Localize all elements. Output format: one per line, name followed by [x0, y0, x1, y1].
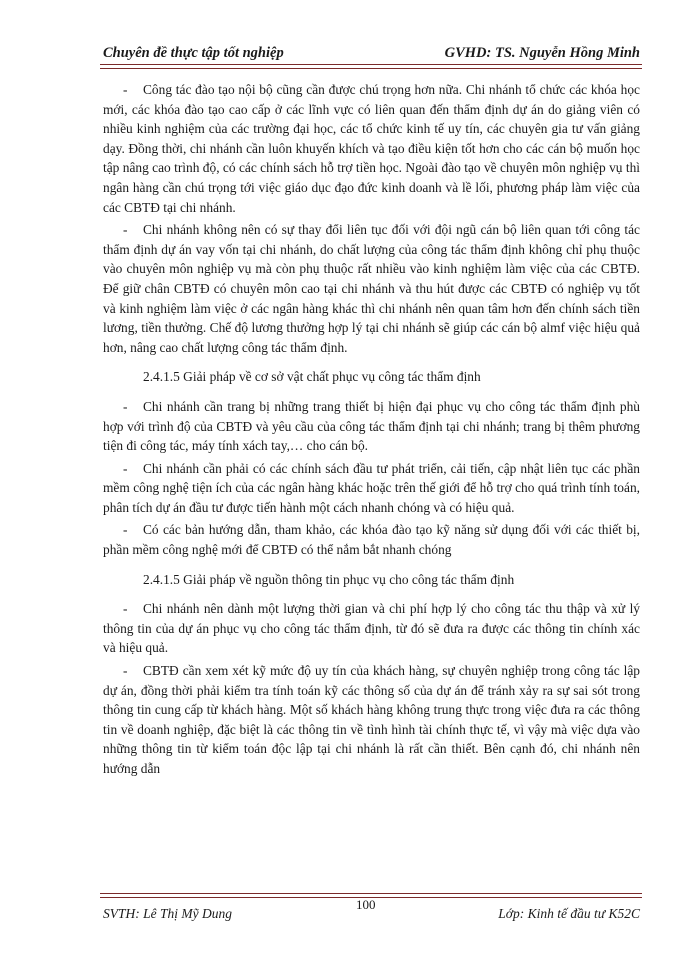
paragraph-text: Chi nhánh cần trang bị những trang thiết bị hiện đại phục vụ cho công tác thẩm định phù hợp với trình độ của CBTĐ và yêu cầu của công tác thẩm định tại chi nhánh; trang bị thêm phương tiện đi công tác, máy tính xách tay,… cho cán bộ.: [103, 398, 640, 454]
bullet-paragraph: [103, 397, 640, 456]
bullet-marker: -: [123, 601, 128, 617]
page-number: 100: [356, 897, 376, 912]
bullet-marker: -: [123, 398, 128, 414]
paragraph-text: Chi nhánh cần phải có các chính sách đầu tư phát triển, cải tiến, cập nhật liên tục các phần mềm công nghệ tiện ích của các ngân hàng khác hoặc trên thế giới để hỗ trợ cho quá trình tính toán, phân tích dự án đầu tư được tiến hành một cách nhanh chóng và có hiệu quả.: [103, 460, 640, 515]
header-title: Chuyên đề thực tập tốt nghiệp: [103, 45, 284, 61]
bullet-marker: -: [123, 222, 128, 238]
bullet-marker: -: [123, 460, 128, 476]
document-body: [103, 80, 640, 779]
footer-student: SVTH: Lê Thị Mỹ Dung: [103, 906, 232, 921]
bullet-paragraph: [103, 661, 640, 779]
header-advisor: GVHD: TS. Nguyễn Hồng Minh: [444, 45, 640, 61]
paragraph-text: Chi nhánh không nên có sự thay đổi liên tục đối với đội ngũ cán bộ liên quan tới công tác thẩm định dự án vay vốn tại chi nhánh, do chất lượng của công tác thẩm định không chỉ phụ thuộc vào chuyên môn nghiệp vụ mà còn phụ thuộc rất nhiều vào kinh nghiệm làm việc của các CBTĐ. Để giữ chân CBTĐ có chuyên môn cao tại chi nhánh và thu hút được các CBTĐ có nghiệp vụ tốt và kinh nghiệm làm việc ở các ngân hàng khác thì chi nhánh nên quan tâm hơn đến chính sách tiền lương, tiền thưởng. Chế độ lương thưởng hợp lý tại chi nhánh sẽ giúp các cán bộ almf việc hiệu quả hơn, nâng cao chất lượng công tác thẩm định.: [103, 222, 640, 355]
footer-class: Lớp: Kinh tế đầu tư K52C: [498, 906, 640, 921]
page-footer: [103, 906, 640, 922]
bullet-paragraph: [103, 80, 640, 217]
paragraph-text: Công tác đào tạo nội bộ cũng cần được chú trọng hơn nữa. Chi nhánh tổ chức các khóa học mới, các khóa đào tạo cao cấp ở các lĩnh vực có liên quan đến thẩm định dự án do giảng viên có nhiều kinh nghiệm của các trường đại học, các tổ chức kinh tế uy tín, các chuyên gia tư vấn giảng dạy. Đồng thời, chi nhánh cần luôn khuyến khích và tạo điều kiện tốt hơn cho các cán bộ muốn học tập nâng cao trình độ, có các chính sách hỗ trợ tiền học. Ngoài đào tạo về chuyên môn nghiệp vụ thì ngân hàng cần chú trọng tới việc giáo dục đạo đức kinh doanh và lề lối, phương pháp làm việc của các CBTĐ tại chi nhánh.: [103, 82, 640, 215]
bullet-marker: -: [123, 522, 128, 538]
paragraph-text: CBTĐ cần xem xét kỹ mức độ uy tín của khách hàng, sự chuyên nghiệp trong công tác lập dự án, đồng thời phải kiểm tra tính toán kỹ các thông số của dự án để tránh xảy ra sự sai sót trong thông tin cung cấp từ khách hàng. Một số khách hàng không trung thực trong việc đưa ra các thông tin về doanh nghiệp, đặc biệt là các thông tin về tình hình tài chính thực tế, vì vậy mà việc dựa vào những thông tin từ kiểm toán độc lập tại chi nhánh là rất cần thiết. Bên cạnh đó, chi nhánh nên hướng dẫn: [103, 663, 640, 776]
bullet-paragraph: [103, 459, 640, 518]
bullet-marker: -: [123, 663, 128, 679]
bullet-paragraph: [103, 220, 640, 357]
bullet-marker: -: [123, 82, 128, 97]
header-rule: [100, 64, 642, 69]
page-header: [103, 40, 640, 62]
paragraph-text: Có các bản hướng dẫn, tham khảo, các khóa đào tạo kỹ năng sử dụng đối với các thiết bị, phần mềm công nghệ mới để CBTĐ có thể nắm bắt nhanh chóng: [103, 522, 640, 558]
bullet-paragraph: [103, 599, 640, 658]
bullet-paragraph: [103, 520, 640, 559]
paragraph-text: Chi nhánh nên dành một lượng thời gian và chi phí hợp lý cho công tác thu thập và xử lý thông tin của dự án phục vụ cho công tác thẩm định, từ đó sẽ đưa ra được các thông tin chính xác và hiệu quả.: [103, 601, 640, 656]
section-heading: 2.4.1.5 Giải pháp về cơ sở vật chất phục vụ công tác thẩm định: [143, 369, 481, 385]
section-heading: 2.4.1.5 Giải pháp về nguồn thông tin phục vụ cho công tác thẩm định: [143, 571, 515, 587]
